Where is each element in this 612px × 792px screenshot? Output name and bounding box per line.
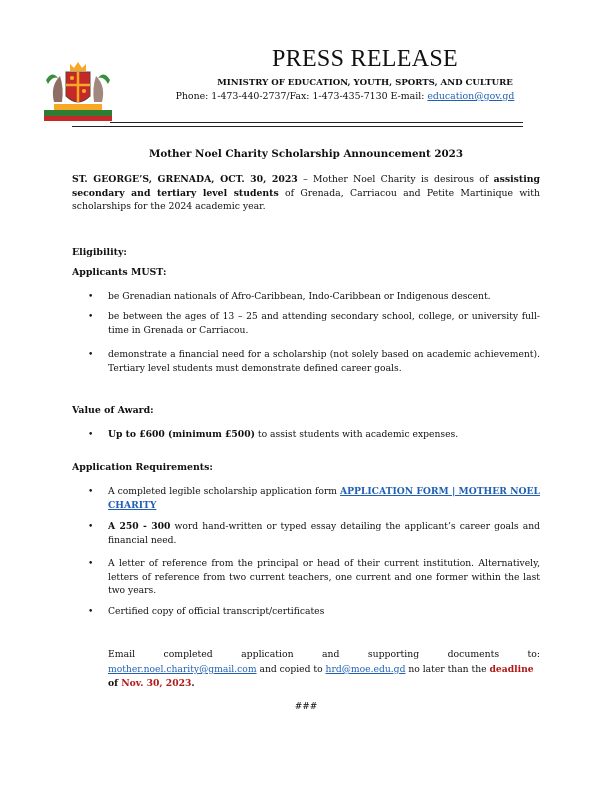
contact-line <box>130 91 560 102</box>
header-divider-bottom <box>72 126 523 127</box>
requirement-item: A completed legible scholarship application form APPLICATION FORM | MOTHER NOEL CHARITY <box>108 486 540 511</box>
bullet-icon: • <box>88 312 94 322</box>
deadline-word: deadline <box>489 664 534 675</box>
requirement-item: A 250 - 300 word hand-written or typed essay detailing the applicant’s career goals and financial need. <box>108 521 540 546</box>
submission-second-line: mother.noel.charity@gmail.com and copied to hrd@moe.edu.gd no later than the deadline <box>108 664 534 675</box>
release-heading: Mother Noel Charity Scholarship Announcement 2023 <box>148 148 463 160</box>
hrd-email-link[interactable]: hrd@moe.edu.gd <box>325 664 406 675</box>
eligibility-item: demonstrate a financial need for a scholarship (not solely based on academic achievement). Tertiary level students must demonstrate defined career goals. <box>108 349 540 374</box>
bullet-icon: • <box>88 559 94 569</box>
eligibility-item: be between the ages of 13 – 25 and attending secondary school, college, or university full-time in Grenada or Carriacou. <box>108 311 540 336</box>
grenada-coat-of-arms-icon <box>40 58 116 124</box>
eligibility-label: Eligibility: <box>72 247 127 258</box>
award-item: Up to £600 (minimum £500) to assist students with academic expenses. <box>108 429 459 440</box>
bullet-icon: • <box>88 487 94 497</box>
application-form-link[interactable]: APPLICATION FORM | MOTHER NOEL CHARITY <box>108 486 540 511</box>
bullet-icon: • <box>88 430 94 440</box>
intro-paragraph: ST. GEORGE’S, GRENADA, OCT. 30, 2023 – Mother Noel Charity is desirous of assisting secondary and tertiary level students of Grenada, Carriacou and Petite Martinique with scholarships for the 2024 academic year. <box>72 174 540 213</box>
bullet-icon: • <box>88 350 94 360</box>
deadline-date: Nov. 30, 2023 <box>121 678 192 689</box>
value-of-award-label: Value of Award: <box>72 405 154 416</box>
submission-third-line: of Nov. 30, 2023. <box>108 678 195 689</box>
eligibility-item: be Grenadian nationals of Afro-Caribbean, Indo-Caribbean or Indigenous descent. <box>108 291 491 302</box>
page-title: PRESS RELEASE <box>272 46 458 72</box>
header-divider-top <box>110 122 523 123</box>
ministry-name: MINISTRY OF EDUCATION, YOUTH, SPORTS, AND CULTURE <box>217 78 513 88</box>
submission-first-line: Email completed application and supporting documents to: <box>108 649 540 660</box>
end-mark: ### <box>294 702 318 712</box>
bullet-icon: • <box>88 522 94 532</box>
bullet-icon: • <box>88 607 94 617</box>
requirement-item: A letter of reference from the principal or head of their current institution. Alternatively, letters of reference from two current teachers, one current and one former within the last two years. <box>108 558 540 597</box>
charity-email-link[interactable]: mother.noel.charity@gmail.com <box>108 664 257 675</box>
contact-phone-fax: Phone: 1-473-440-2737/Fax: 1-473-435-7130 E-mail: <box>175 91 428 102</box>
dateline: ST. GEORGE’S, GRENADA, OCT. 30, 2023 <box>72 174 298 185</box>
applicants-must-label: Applicants MUST: <box>72 267 167 278</box>
requirement-item: Certified copy of official transcript/certificates <box>108 606 325 617</box>
application-requirements-label: Application Requirements: <box>72 462 213 473</box>
bullet-icon: • <box>88 292 94 302</box>
ministry-email-link[interactable]: education@gov.gd <box>427 91 515 102</box>
